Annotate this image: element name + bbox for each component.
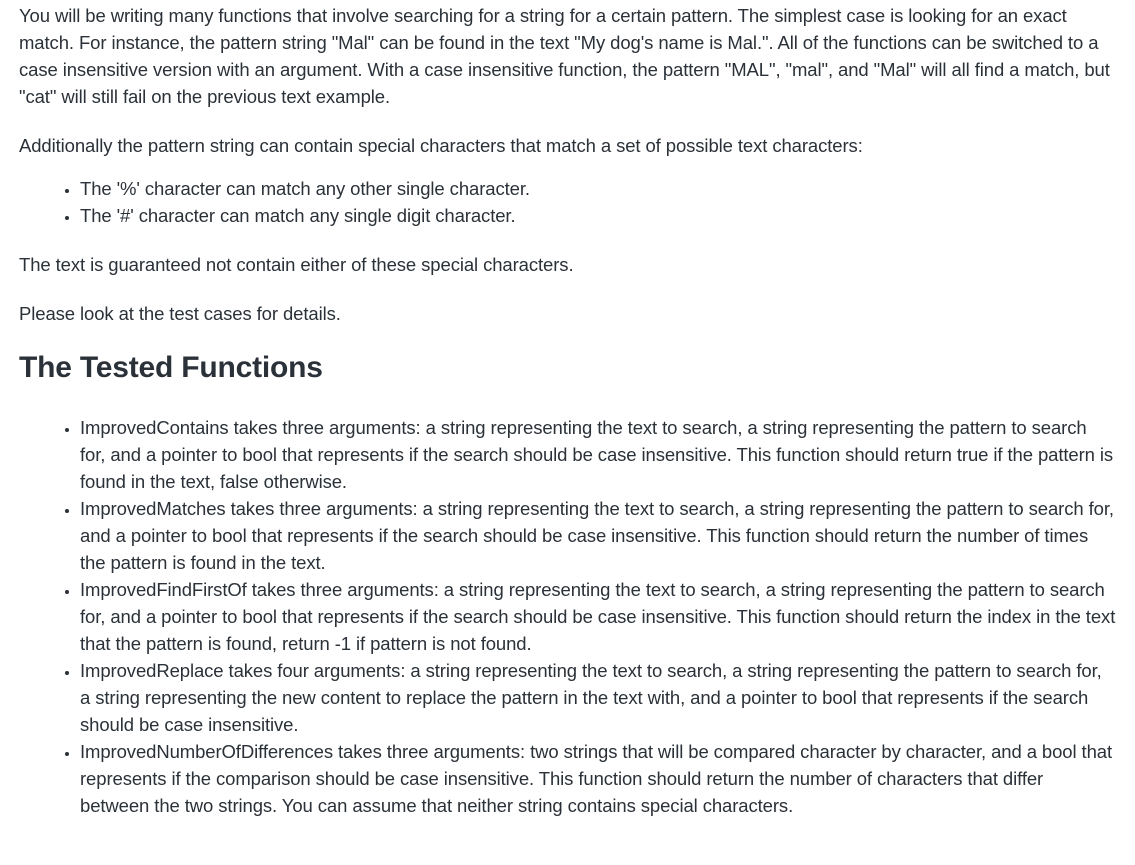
intro-paragraph: You will be writing many functions that involve searching for a string for a certain pattern. The simplest case is looking for an exact match. For instance, the pattern string "Mal" can be found in the text "My dog's name is Mal.". All of the functions can be switched to a case insensitive version with an argument. With a case insensitive function, the pattern "MAL", "mal", and "Mal" will all find a match, but "cat" will still fail on the previous text example. <box>19 5 1110 107</box>
list-item: • The '#' character can match any single digit character. <box>80 202 1116 229</box>
special-characters-list <box>19 175 1116 229</box>
special-characters-intro: Additionally the pattern string can contain special characters that match a set of possible text characters: <box>19 135 863 156</box>
function-item-improved-replace: • ImprovedReplace takes four arguments: a string representing the text to search, a string representing the pattern to search for, a string representing the new content to replace the pattern in the text with, and a pointer to bool that represents if the search should be case insensitive. <box>80 657 1116 738</box>
guarantee-note: The text is guaranteed not contain either of these special characters. <box>19 254 574 275</box>
test-cases-note: Please look at the test cases for details. <box>19 303 341 324</box>
function-item-improved-number-of-differences: • ImprovedNumberOfDifferences takes three arguments: two strings that will be compared character by character, and a bool that represents if the comparison should be case insensitive. This function should return the number of characters that differ between the two strings. You can assume that neither string contains special characters. <box>80 738 1116 819</box>
function-list <box>19 414 1116 819</box>
section-heading: The Tested Functions <box>19 351 323 384</box>
function-item-improved-contains: • ImprovedContains takes three arguments: a string representing the text to search, a string representing the pattern to search for, and a pointer to bool that represents if the search should be case insensitive. This function should return true if the pattern is found in the text, false otherwise. <box>80 414 1116 495</box>
function-item-improved-matches: • ImprovedMatches takes three arguments: a string representing the text to search, a string representing the pattern to search for, and a pointer to bool that represents if the search should be case insensitive. This function should return the number of times the pattern is found in the text. <box>80 495 1116 576</box>
list-item: • The '%' character can match any other single character. <box>80 175 1116 202</box>
function-item-improved-find-first-of: • ImprovedFindFirstOf takes three arguments: a string representing the text to search, a string representing the pattern to search for, and a pointer to bool that represents if the search should be case insensitive. This function should return the index in the text that the pattern is found, return -1 if pattern is not found. <box>80 576 1116 657</box>
